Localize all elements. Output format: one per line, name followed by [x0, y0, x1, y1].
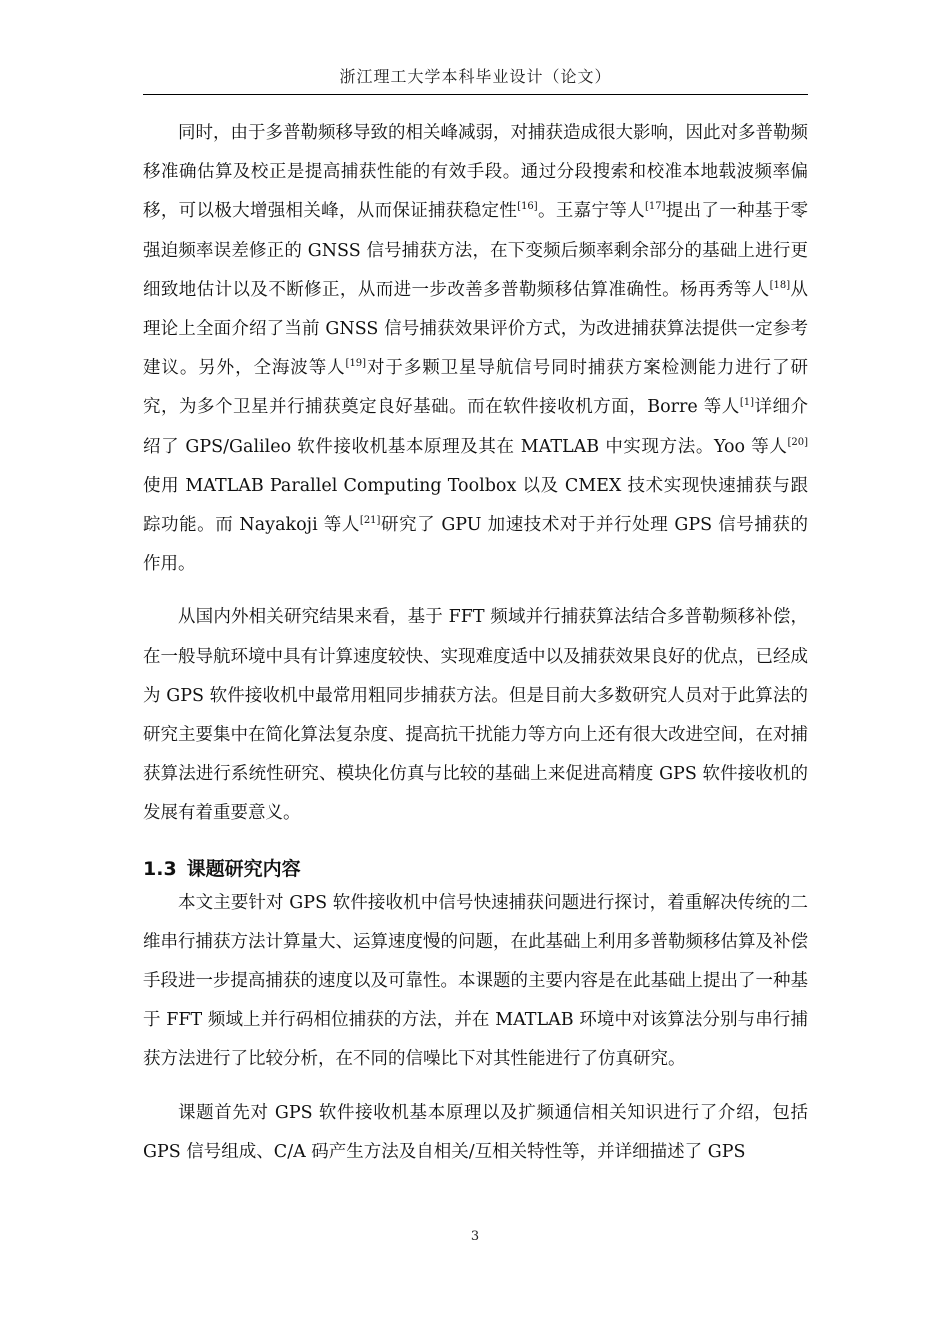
paragraph-research-overview: [143, 1094, 808, 1172]
text-run: 同时，由于多普勒频移导致的相关峰减弱，对捕获造成很大影响，因此对多普勒频移准确估算及校正是提高捕获性能的有效手段。通过分段搜索和校准本地载波频率偏移，可以极大增强相关峰，从而保证捕获稳定性: [143, 123, 808, 222]
citation-ref: [19]: [345, 358, 367, 370]
header-rule: [143, 94, 808, 95]
running-header: 浙江理工大学本科毕业设计（论文）: [339, 67, 612, 86]
page-body: [143, 114, 808, 1172]
citation-ref: [18]: [769, 279, 791, 291]
citation-ref: [1]: [739, 397, 754, 409]
citation-ref: [16]: [517, 201, 538, 213]
text-run: 对于多颗卫星导航信号同时捕获方案检测能力进行了研究，为多个卫星并行捕获奠定良好基础。而在软件接收机方面，Borre 等人: [143, 358, 808, 418]
text-run: 课题首先对 GPS 软件接收机基本原理以及扩频通信相关知识进行了介绍，包括 GPS 信号组成、C/A 码产生方法及自相关/互相关特性等，并详细描述了 GPS: [143, 1102, 808, 1162]
section-number: 1.3: [143, 857, 177, 880]
text-run: 。王嘉宁等人: [537, 201, 645, 222]
page-number: 3: [470, 1229, 480, 1244]
citation-ref: [17]: [644, 201, 666, 213]
text-run: 研究了 GPU 加速技术对于并行处理 GPS 信号捕获的作用。: [143, 515, 808, 575]
text-run: 从国内外相关研究结果来看，基于 FFT 频域并行捕获算法结合多普勒频移补偿，在一般导航环境中具有计算速度较快、实现难度适中以及捕获效果良好的优点，已经成为 GPS 软件接收机中最常用粗同步捕获方法。但是目前大多数研究人员对于此算法的研究主要集中在简化算法复杂度、提高抗干扰能力等方向上还有很大改进空间，在对捕获算法进行系统性研究、模块化仿真与比较的基础上来促进高精度 GPS 软件接收机的发展有着重要意义。: [143, 607, 808, 824]
citation-ref: [21]: [359, 515, 381, 527]
section-title: 课题研究内容: [186, 857, 301, 880]
paragraph-research-summary: [143, 598, 808, 833]
citation-ref: [20]: [787, 436, 808, 448]
text-run: 提出了一种基于零强迫频率误差修正的 GNSS 信号捕获方法，在下变频后频率剩余部分的基础上进行更细致地估计以及不断修正，从而进一步改善多普勒频移估算准确性。杨再秀等人: [143, 201, 809, 300]
section-heading: [143, 854, 808, 884]
text-run: 详细介绍了 GPS/Galileo 软件接收机基本原理及其在 MATLAB 中实现方法。Yoo 等人: [143, 397, 809, 457]
text-run: 使用 MATLAB Parallel Computing Toolbox 以及 CMEX 技术实现快速捕获与跟踪功能。而 Nayakoji 等人: [143, 475, 808, 536]
text-run: 从理论上全面介绍了当前 GNSS 信号捕获效果评价方式，为改进捕获算法提供一定参考建议。另外，仝海波等人: [143, 279, 809, 379]
paragraph-research-review: [143, 114, 808, 584]
text-run: 本文主要针对 GPS 软件接收机中信号快速捕获问题进行探讨，着重解决传统的二维串行捕获方法计算量大、运算速度慢的问题，在此基础上利用多普勒频移估算及补偿手段进一步提高捕获的速度以及可靠性。本课题的主要内容是在此基础上提出了一种基于 FFT 频域上并行码相位捕获的方法，并在 MATLAB 环境中对该算法分别与串行捕获方法进行了比较分析，在不同的信噪比下对其性能进行了仿真研究。: [143, 892, 808, 1070]
paragraph-research-content: [143, 884, 808, 1080]
